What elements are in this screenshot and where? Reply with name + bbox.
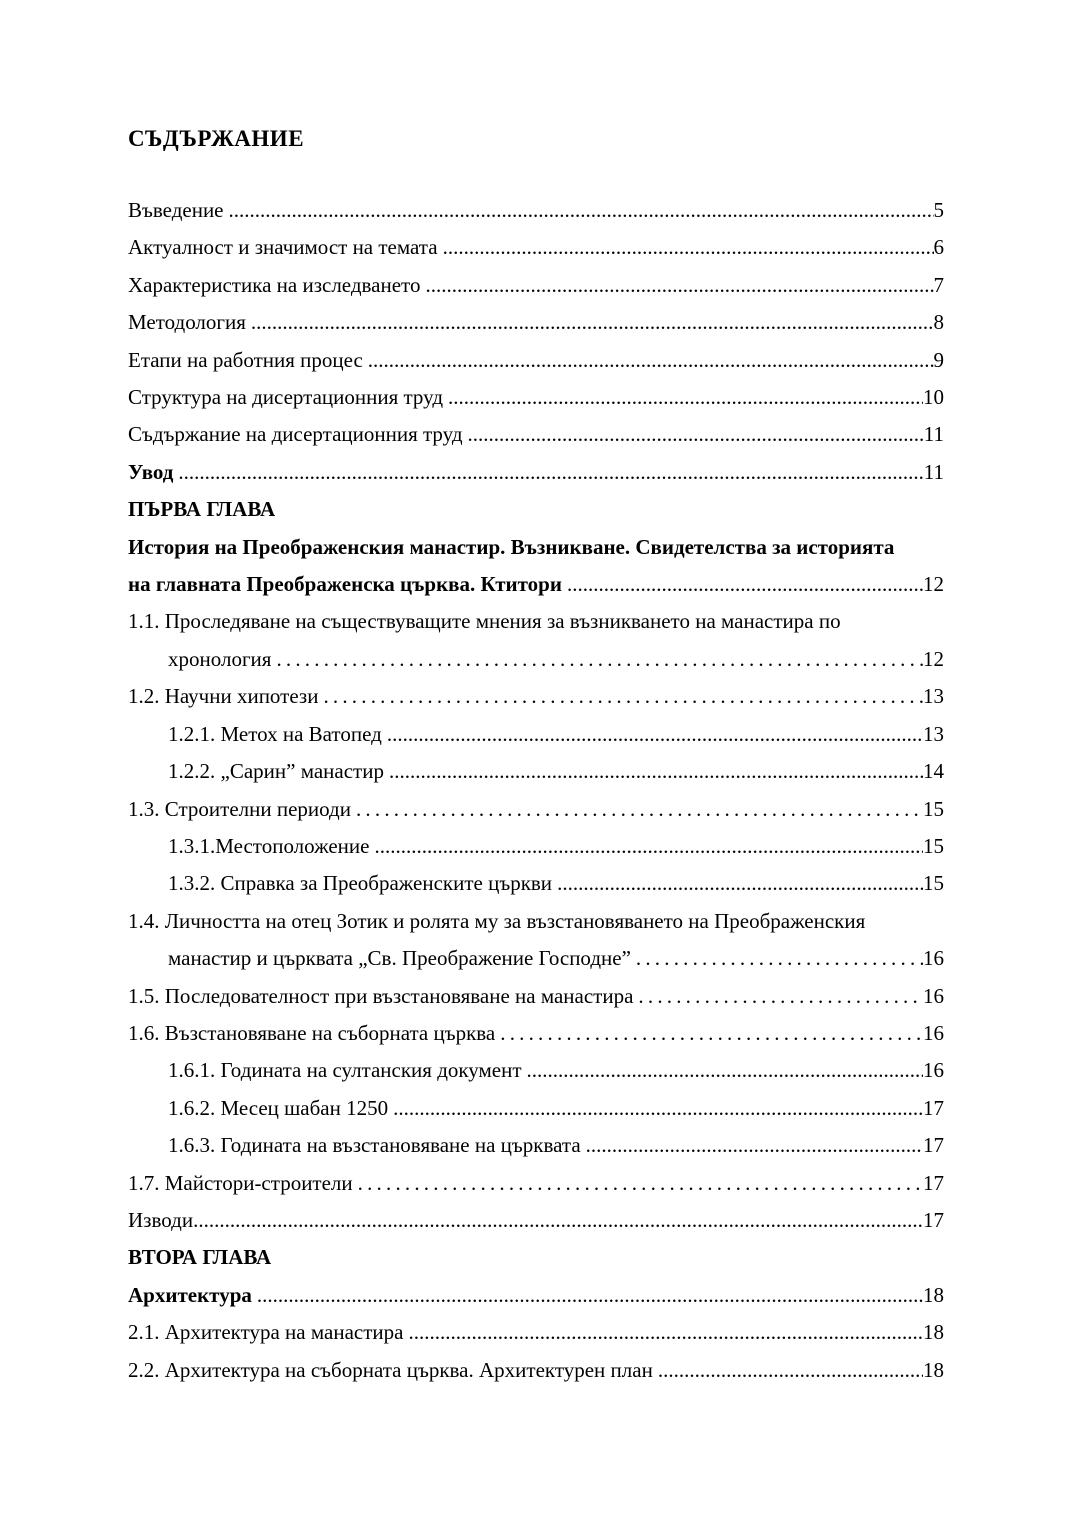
toc-entry [128,1165,944,1202]
dot-leader [257,1277,923,1314]
chapter-title-text: Архитектура [128,1282,252,1307]
dot-leader [567,566,923,603]
toc-entry-page: 11 [923,459,944,484]
toc-entry-continuation [128,940,944,977]
toc-entry-label: Съдържание на дисертационния труд [128,422,463,447]
toc-entry [128,342,944,379]
dot-leader [374,828,923,865]
toc-entry [128,716,944,753]
toc-entry-page: 15 [923,871,944,896]
toc-entry-label: 1.1. Проследяване на съществуващите мнения за възникването на манастира по [128,609,841,634]
toc-entry-page: 18 [923,1320,944,1345]
dot-leader [251,304,934,341]
toc-entry-page: 11 [923,422,944,447]
toc-entry-continuation [128,641,944,678]
toc-entry-page: 16 [923,983,944,1008]
toc-entry-label: 1.6.1. Годината на султанския документ [168,1058,522,1083]
toc-entry-page: 13 [923,684,944,709]
toc-entry-label: Етапи на работния процес [128,347,363,372]
chapter-title-line1 [128,529,944,566]
toc-entry-label: Актуалност и значимост на темата [128,235,438,260]
toc-entry [128,1202,944,1239]
toc-entry [128,192,944,229]
dot-leader [229,192,934,229]
toc-entry [128,865,944,902]
toc-entry-label: Увод [128,459,174,484]
toc-entry [128,1090,944,1127]
toc-entry-label: 1.6.3. Годината на възстановяване на църквата [168,1133,581,1158]
toc-entry [128,1015,944,1052]
toc-entry-label: Методология [128,310,246,335]
toc-entry-page: 17 [923,1133,944,1158]
toc-entry-page: 18 [923,1282,944,1307]
toc-entry [128,229,944,266]
toc-entry-page: 7 [933,272,944,297]
toc-entry-page: 16 [923,1020,944,1045]
chapter-label-text: ВТОРА ГЛАВА [128,1245,272,1270]
dot-leader [358,1165,923,1202]
dot-leader [527,1052,923,1089]
dot-leader [425,267,933,304]
toc-entry-label: 1.3.1.Местоположение [168,833,370,858]
toc-entry [128,828,944,865]
toc-entry-page: 16 [923,946,944,971]
toc-entry-label: хронология [168,646,272,671]
toc-entry-label: 1.6. Възстановяване на съборната църква [128,1020,496,1045]
toc-entry [128,267,944,304]
toc-entry-page: 6 [933,235,944,260]
dot-leader [323,678,923,715]
toc-entry [128,1352,944,1389]
toc-entry-label: Въведение [128,198,224,222]
toc-entry-label: манастир и църквата „Св. Преображение Господне” [168,946,631,971]
toc-entry-label: 1.4. Личността на отец Зотик и ролята му за възстановяването на Преображенския [128,908,866,933]
dot-leader [368,342,934,379]
dot-leader [193,1202,923,1239]
toc-entry [128,603,944,640]
toc-entry-label: Изводи [128,1207,194,1232]
toc-entry-page: 15 [923,796,944,821]
toc-entry-page: 17 [923,1207,944,1232]
toc-entry-label: 1.3.2. Справка за Преображенските църкви [168,871,553,896]
toc-entry-label: 2.1. Архитектура на манастира [128,1320,404,1345]
toc-entry-page: 10 [923,385,944,410]
toc-entry-label: Структура на дисертационния труд [128,385,444,410]
toc-entry [128,1052,944,1089]
toc-entry-page: 8 [933,310,944,335]
toc-entry [128,978,944,1015]
chapter-title-text: История на Преображенския манастир. Възникване. Свидетелства за историята [128,534,895,559]
chapter-label [128,1239,944,1276]
dot-leader [389,753,923,790]
toc-entry-label: 1.2. Научни хипотези [128,684,319,709]
dot-leader [443,229,934,266]
dot-leader [393,1090,923,1127]
toc-entry-page: 12 [923,646,944,671]
toc-entry-page: 15 [923,833,944,858]
toc-entry [128,1127,944,1164]
page-title: СЪДЪРЖАНИЕ [128,126,305,151]
toc-entry-page: 13 [923,721,944,746]
dot-leader [557,865,923,902]
dot-leader [638,978,923,1015]
dot-leader [500,1015,923,1052]
toc-entry-page: 17 [923,1095,944,1120]
chapter-label [128,491,944,528]
chapter-title [128,1277,944,1314]
toc-entry [128,304,944,341]
toc-entry-page: 14 [923,759,944,784]
toc-entry [128,416,944,453]
chapter-label-text: ПЪРВА ГЛАВА [128,497,276,522]
dot-leader [636,940,923,977]
toc-entry-page: 17 [923,1170,944,1195]
toc-entry-label: 1.7. Майстори-строители [128,1170,353,1195]
dot-leader [448,379,923,416]
dot-leader [586,1127,923,1164]
dot-leader [658,1352,923,1389]
dot-leader [468,416,924,453]
toc-entry-page: 12 [923,572,944,597]
toc-entry-label: 2.2. Архитектура на съборната църква. Архитектурен план [128,1357,653,1382]
toc-entry [128,791,944,828]
dot-leader [178,454,923,491]
toc-entry-label: Характеристика на изследването [128,272,421,297]
toc-entry-page: 16 [923,1058,944,1083]
toc-entry [128,753,944,790]
chapter-title-line2 [128,566,944,603]
toc-entry-label: 1.3. Строителни периоди [128,796,351,821]
dot-leader [387,716,923,753]
toc-content [128,126,944,1389]
chapter-title-text: на главната Преображенска църква. Ктитори [128,572,562,597]
toc-entry-label: 1.6.2. Месец шабан 1250 [168,1095,389,1120]
dot-leader [276,641,923,678]
toc-entry-page: 5 [933,198,944,222]
toc-entry [128,379,944,416]
toc-entry-page: 9 [933,347,944,372]
toc-entry-label: 1.5. Последователност при възстановяване на манастира [128,983,634,1008]
toc-entry-label: 1.2.1. Метох на Ватопед [168,721,382,746]
toc-entry [128,1314,944,1351]
toc-entry [128,678,944,715]
toc-entry [128,903,944,940]
dot-leader [408,1314,923,1351]
toc-entry-label: 1.2.2. „Сарин” манастир [168,759,384,784]
toc-entry-page: 18 [923,1357,944,1382]
dot-leader [356,791,923,828]
toc-entry [128,454,944,491]
